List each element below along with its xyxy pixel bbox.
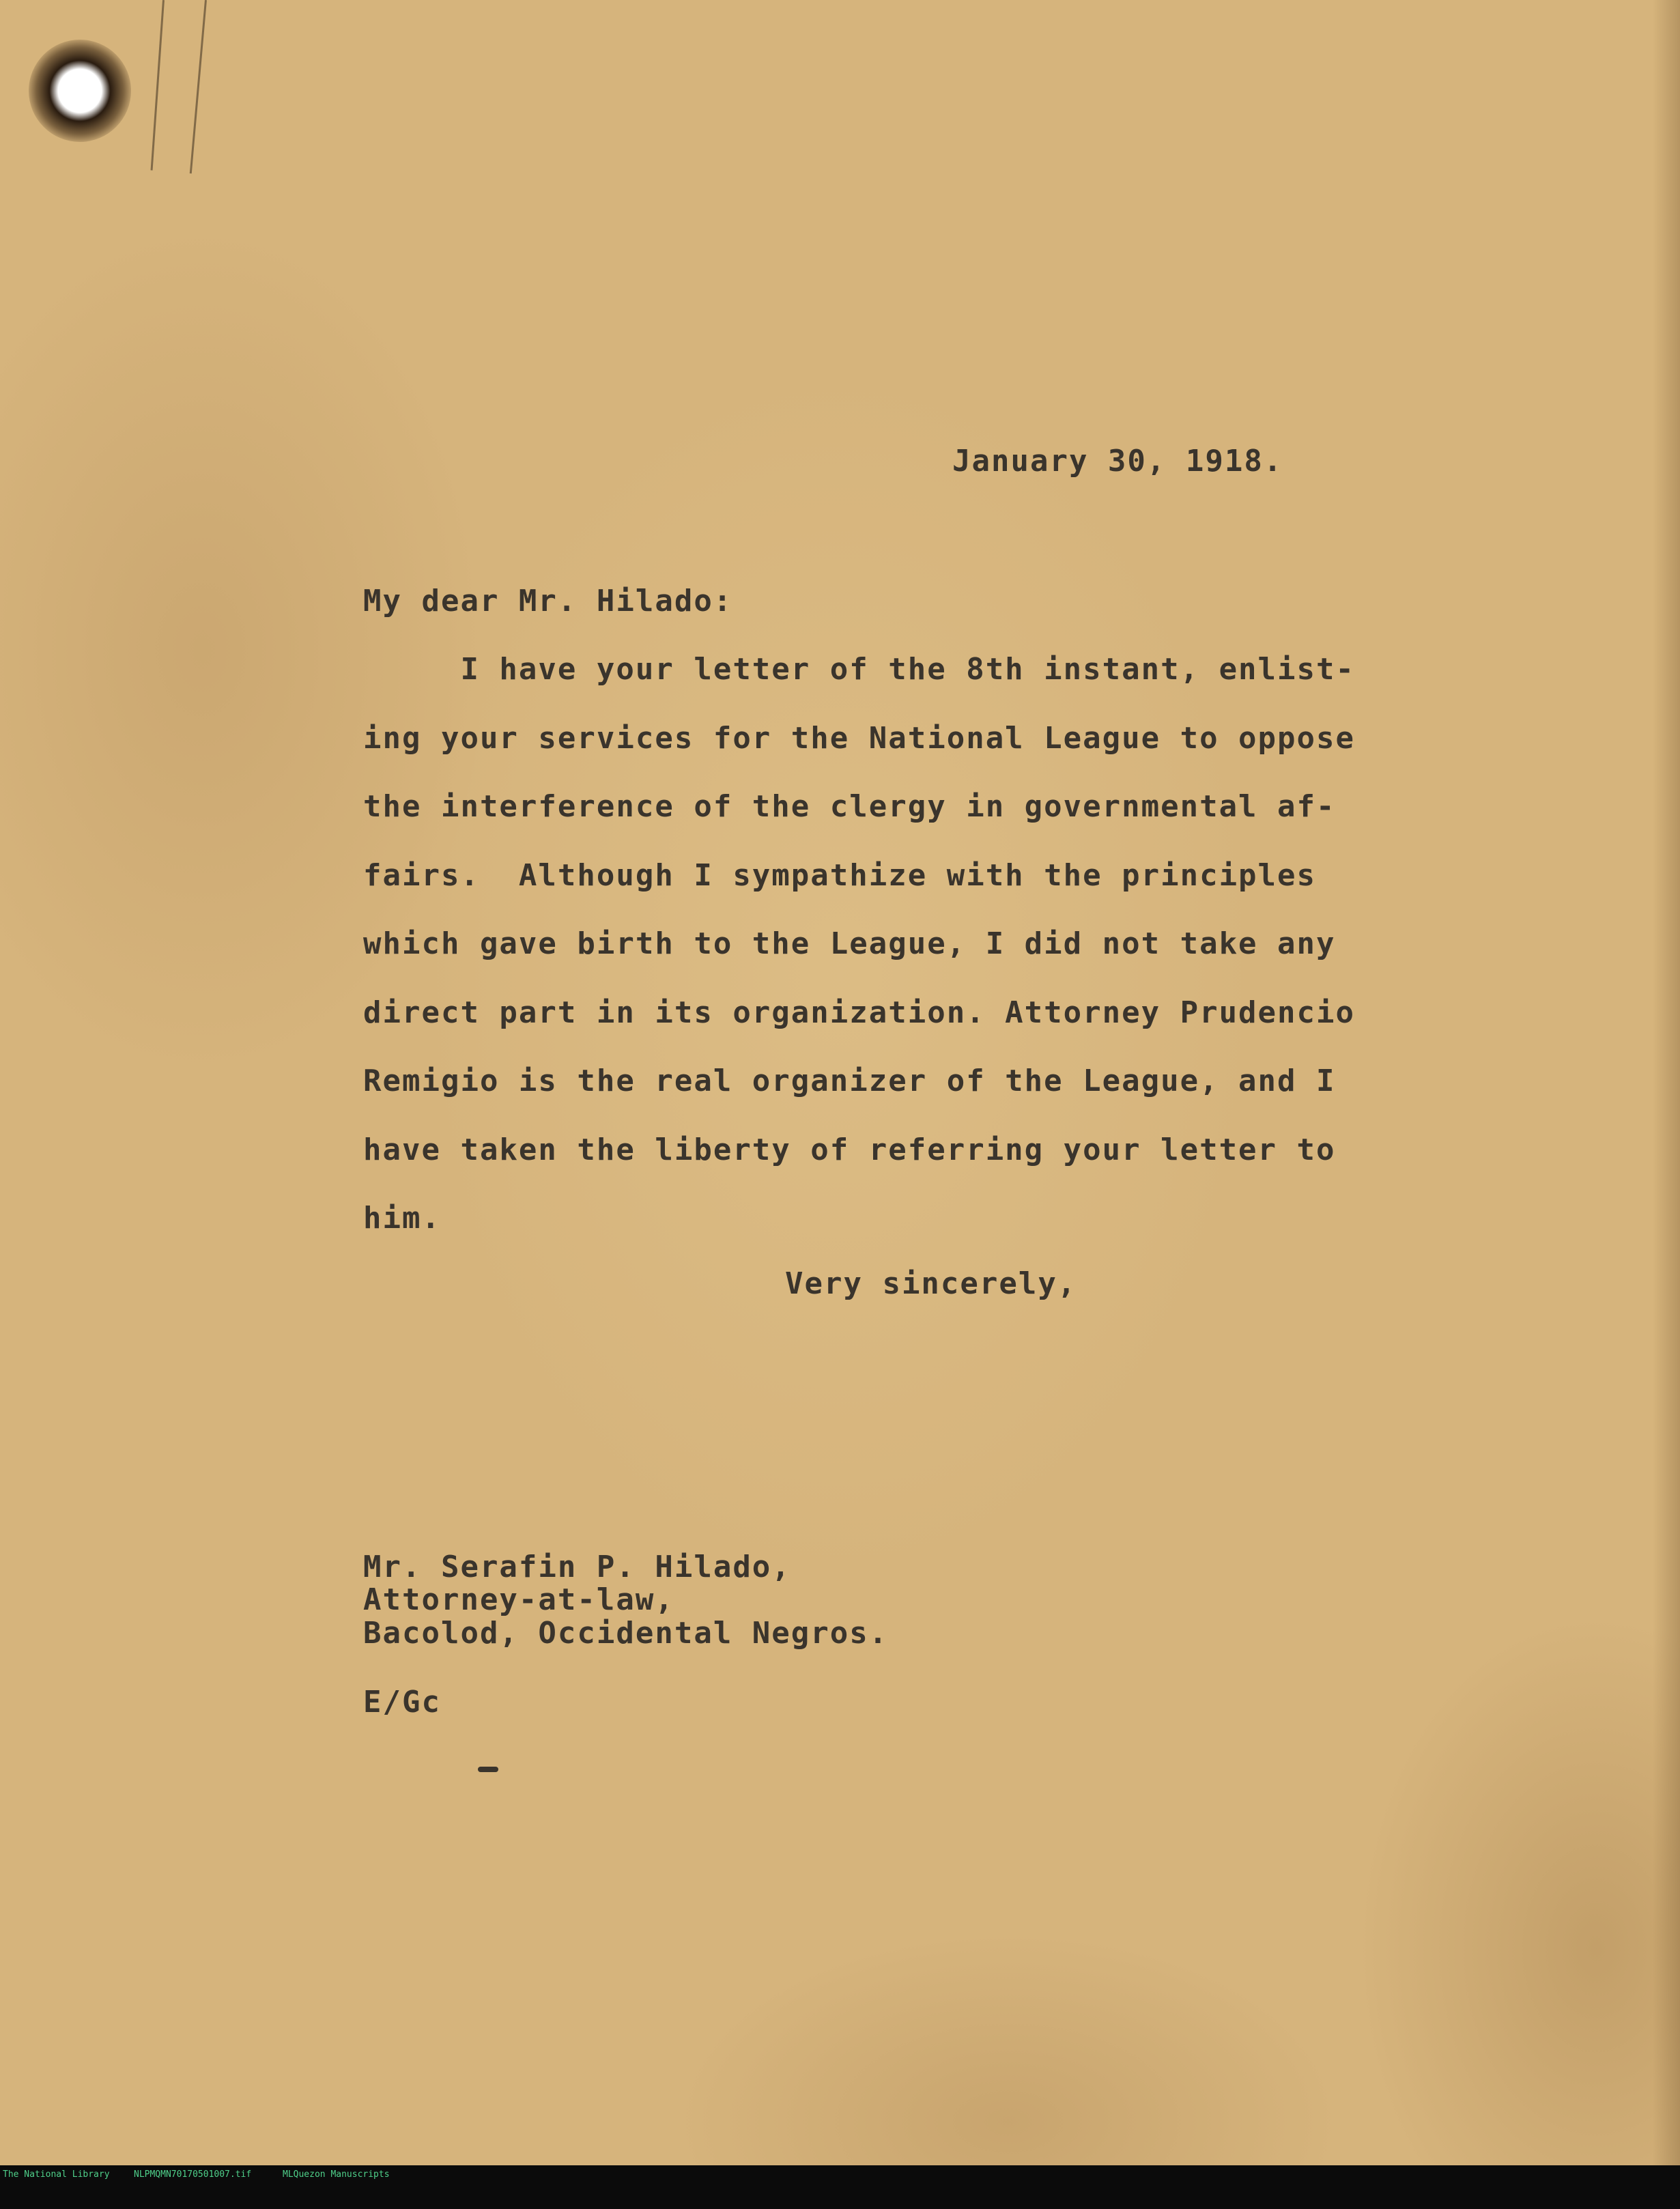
salutation: My dear Mr. Hilado: [363,584,733,618]
closing: Very sincerely, [785,1266,1077,1301]
scan-footer [0,2168,1680,2181]
punch-hole [29,40,131,142]
recipient-title: Attorney-at-law, [363,1582,674,1617]
recipient-name: Mr. Serafin P. Hilado, [363,1550,791,1584]
footer-file-id: NLPMQMN70170501007.tif [134,2169,252,2180]
body-line: him. [363,1201,441,1236]
page-edge-shadow [1653,0,1680,2165]
body-line: which gave birth to the League, I did not take any [363,926,1336,961]
recipient-address: Bacolod, Occidental Negros. [363,1616,889,1651]
typist-initials: E/Gc [363,1685,441,1720]
body-line: the interference of the clergy in governmental af- [363,789,1336,824]
body-line: fairs. Although I sympathize with the principles [363,858,1317,893]
body-line: ing your services for the National League to oppose [363,721,1356,756]
ink-mark [478,1767,498,1772]
body-line: Remigio is the real organizer of the League, and I [363,1064,1336,1098]
pencil-mark [190,0,207,173]
body-line: direct part in its organization. Attorney Prudencio [363,995,1356,1030]
letter-date: January 30, 1918. [952,444,1283,479]
footer-collection: MLQuezon Manuscripts [283,2169,390,2180]
body-line: have taken the liberty of referring your letter to [363,1132,1336,1167]
body-line: I have your letter of the 8th instant, enlist- [363,652,1356,687]
pencil-mark [151,0,165,171]
footer-library: The National Library [3,2169,110,2180]
